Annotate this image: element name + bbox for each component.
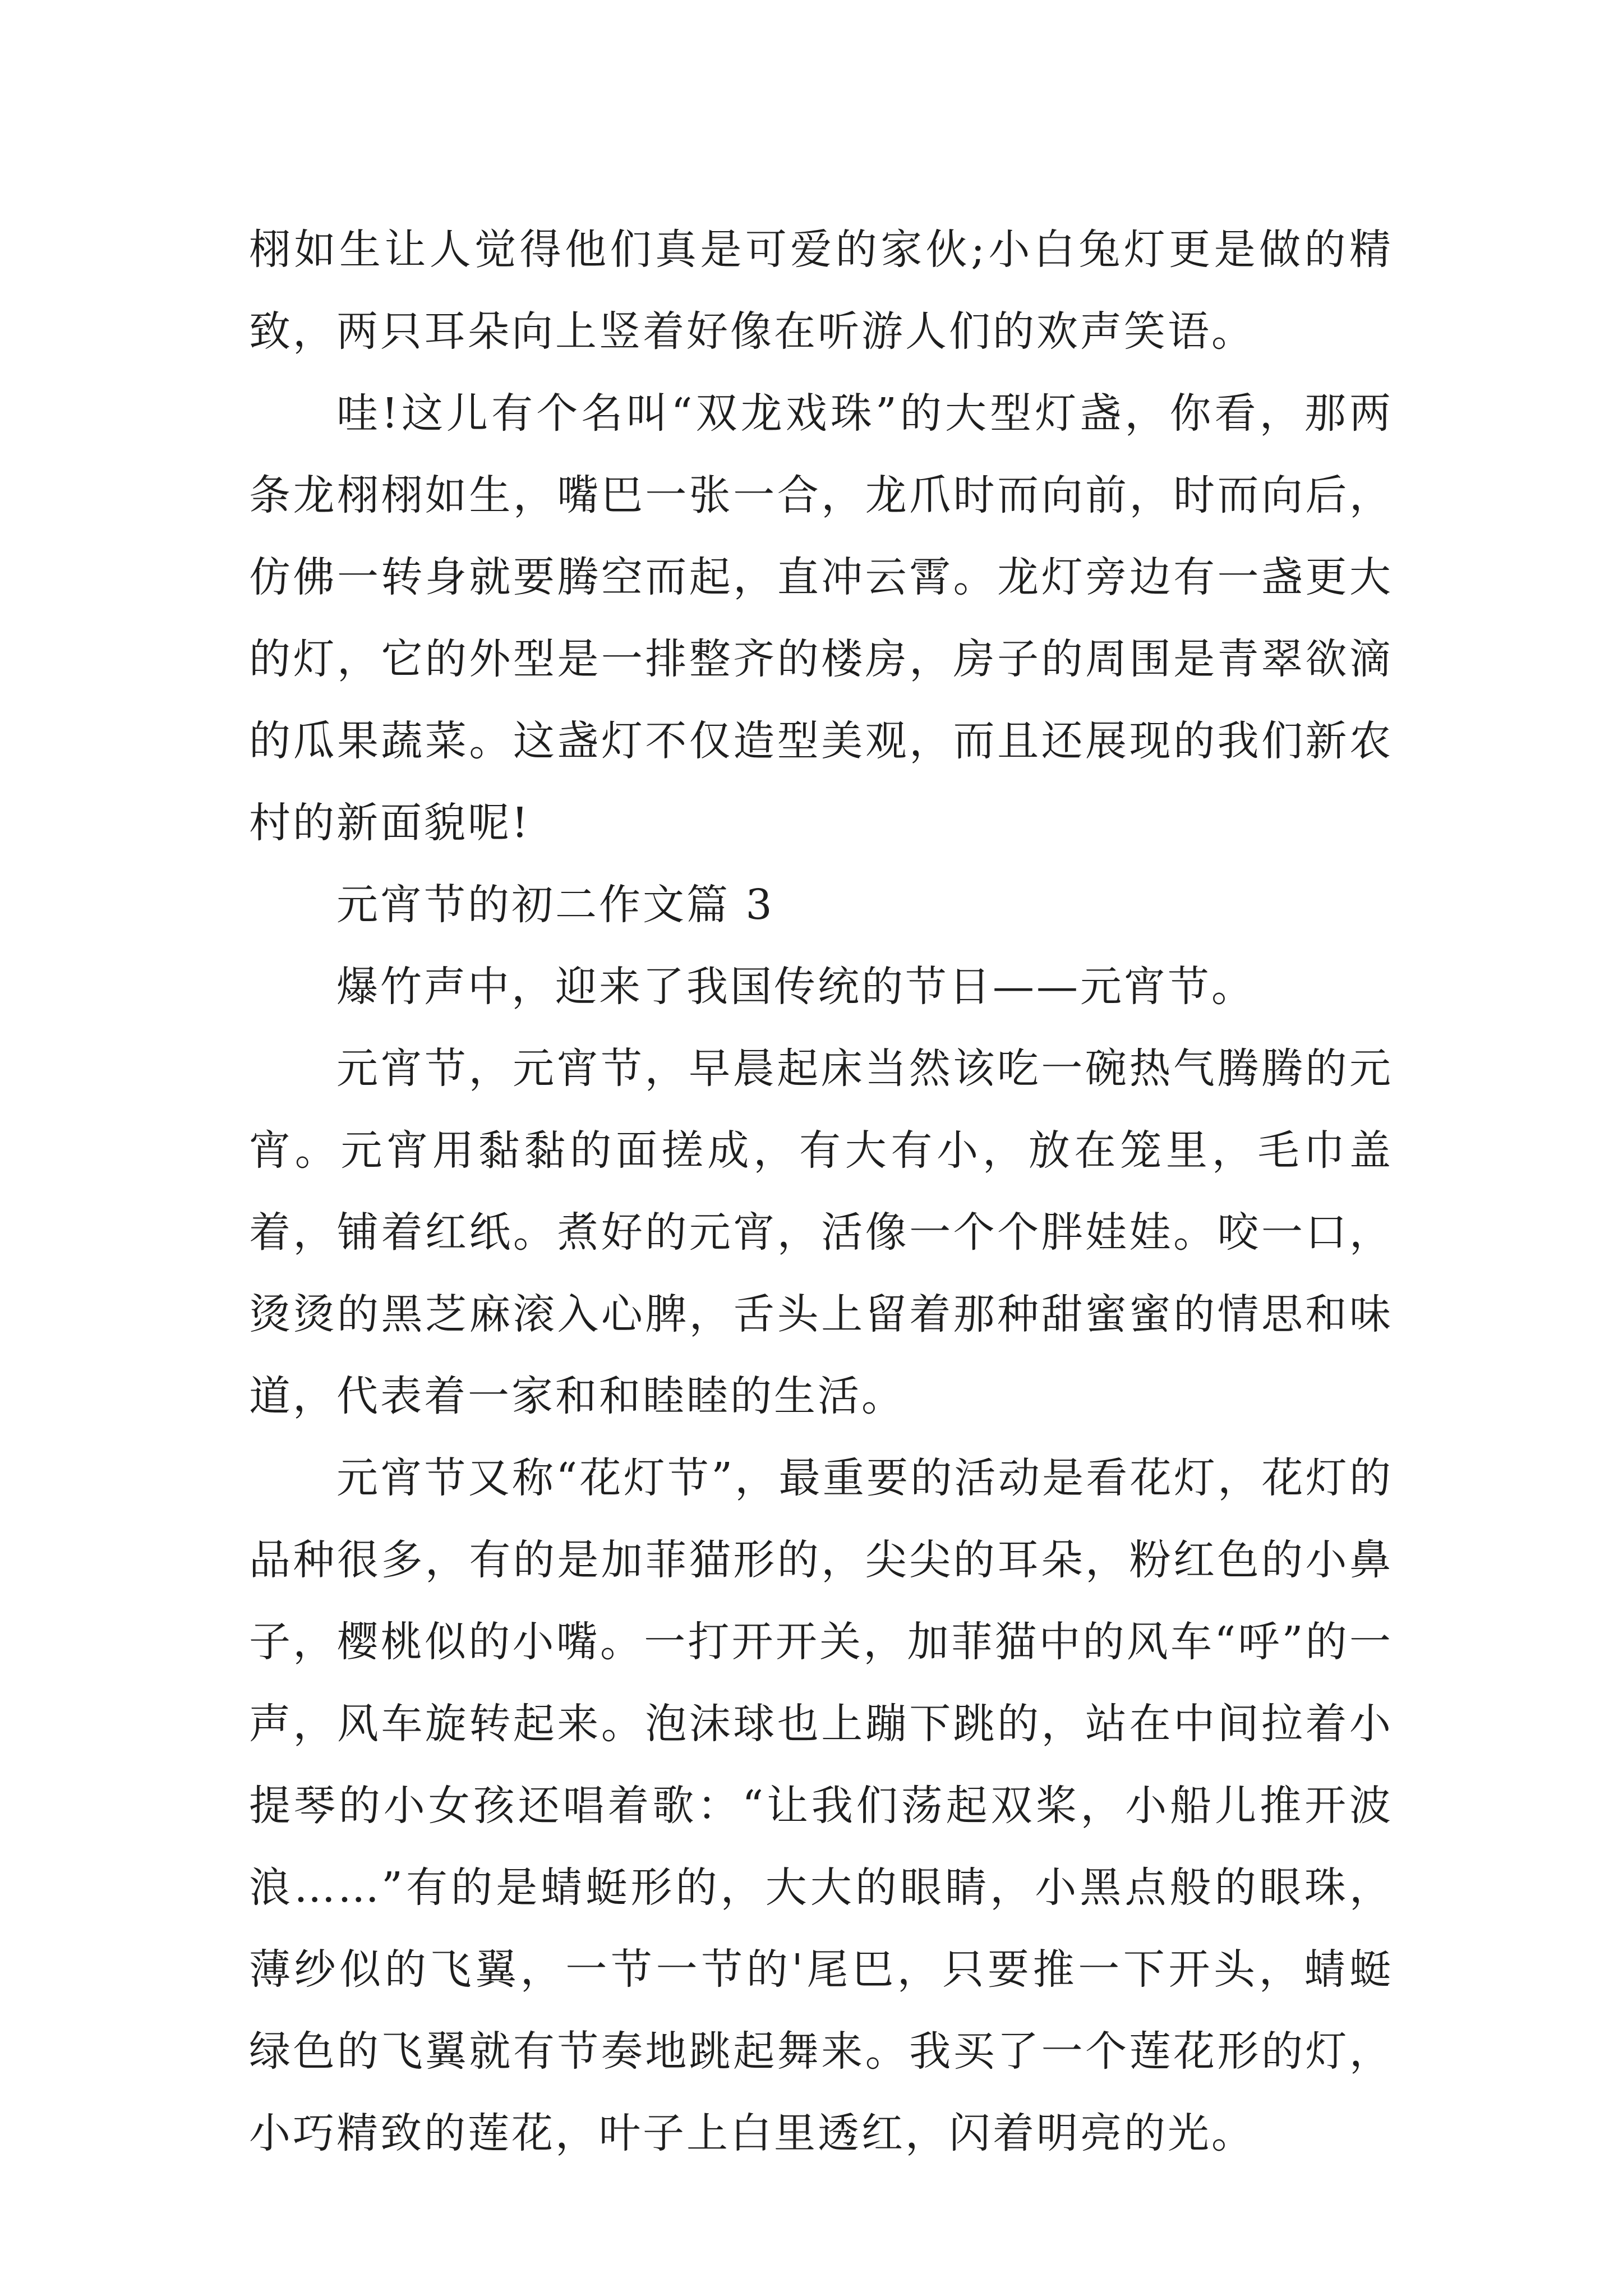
essay-heading: 元宵节的初二作文篇 3 — [336, 881, 774, 929]
paragraph-4: 元宵节，元宵节，早晨起床当然该吃一碗热气腾腾的元宵。元宵用黏黏的面搓成，有大有小，放在笼里，毛巾盖着，铺着红纸。煮好的元宵，活像一个个胖娃娃。咬一口，烫烫的黑芝麻滚入心脾，舌头上留着那种甜蜜蜜的情思和味道，代表着一家和和睦睦的生活。 — [249, 1045, 1393, 1420]
paragraph-1: 栩如生让人觉得他们真是可爱的家伙;小白兔灯更是做的精致，两只耳朵向上竖着好像在听游人们的欢声笑语。 — [249, 226, 1393, 356]
paragraph-5: 元宵节又称“花灯节”，最重要的活动是看花灯，花灯的品种很多，有的是加菲猫形的，尖尖的耳朵，粉红色的小鼻子，樱桃似的小嘴。一打开开关，加菲猫中的风车“呼”的一声，风车旋转起来。泡沫球也上蹦下跳的，站在中间拉着小提琴的小女孩还唱着歌：“让我们荡起双桨，小船儿推开波浪……”有的是蜻蜓形的，大大的眼睛，小黑点般的眼珠，薄纱似的飞翼，一节一节的'尾巴，只要推一下开头，蜻蜓绿色的飞翼就有节奏地跳起舞来。我买了一个莲花形的灯，小巧精致的莲花，叶子上白里透红，闪着明亮的光。 — [249, 1454, 1393, 2157]
paragraph-3: 爆竹声中，迎来了我国传统的节日——元宵节。 — [336, 963, 1255, 1011]
paragraph-2: 哇!这儿有个名叫“双龙戏珠”的大型灯盏，你看，那两条龙栩栩如生，嘴巴一张一合，龙爪时而向前，时而向后，仿佛一转身就要腾空而起，直冲云霄。龙灯旁边有一盏更大的灯，它的外型是一排整齐的楼房，房子的周围是青翠欲滴的瓜果蔬菜。这盏灯不仅造型美观，而且还展现的我们新农村的新面貌呢! — [249, 389, 1393, 847]
essay-body — [249, 209, 1393, 2174]
